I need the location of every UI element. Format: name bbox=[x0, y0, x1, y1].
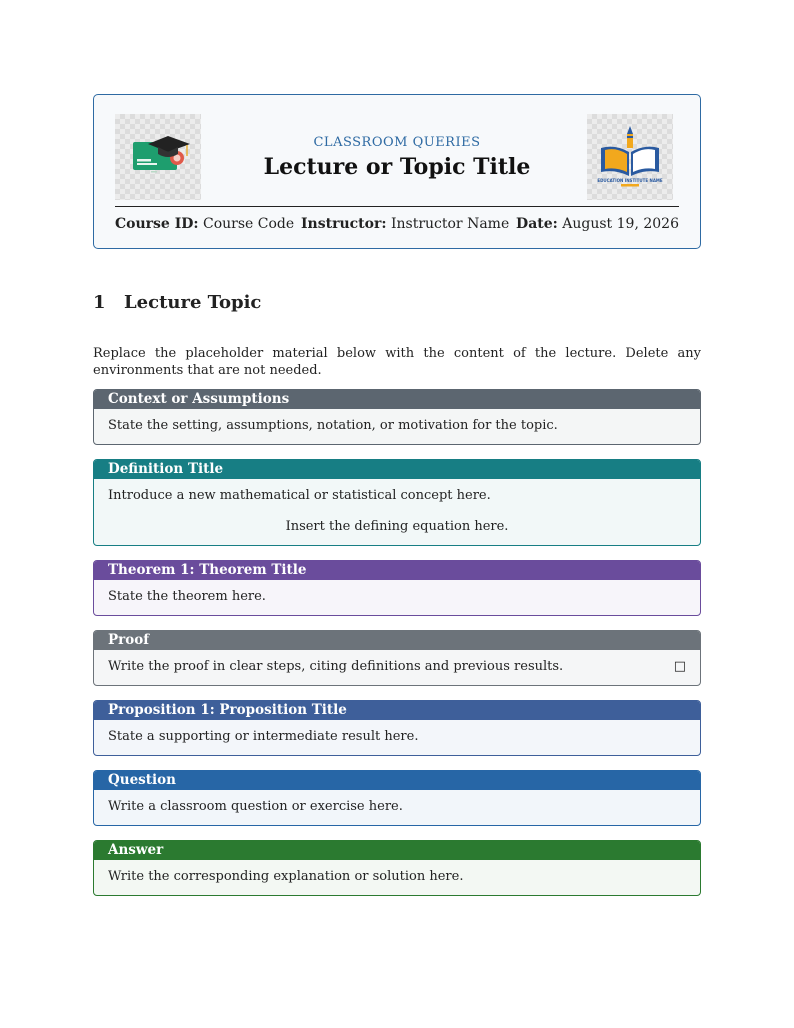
open-book-icon bbox=[587, 114, 673, 200]
answer-box-title: Answer bbox=[94, 841, 700, 860]
question-box-title: Question bbox=[94, 771, 700, 790]
context-box bbox=[93, 389, 701, 445]
kicker-label: CLASSROOM QUERIES bbox=[313, 135, 481, 150]
date bbox=[516, 216, 679, 232]
course-id-value: Course Code bbox=[203, 216, 295, 232]
instructor bbox=[301, 216, 509, 232]
document-title: Lecture or Topic Title bbox=[263, 154, 531, 180]
proof-box bbox=[93, 630, 701, 686]
answer-box bbox=[93, 840, 701, 896]
course-meta-row bbox=[115, 216, 679, 232]
proof-box-title: Proof bbox=[94, 631, 700, 650]
section-heading bbox=[93, 292, 261, 313]
theorem-box bbox=[93, 560, 701, 616]
date-label: Date: bbox=[516, 216, 558, 232]
instructor-label: Instructor: bbox=[301, 216, 387, 232]
proposition-box-title: Proposition 1: Proposition Title bbox=[94, 701, 700, 720]
definition-box-title: Definition Title bbox=[94, 460, 700, 479]
header-divider bbox=[115, 206, 679, 207]
answer-box-body: Write the corresponding explanation or solution here. bbox=[108, 869, 464, 884]
proposition-box-body: State a supporting or intermediate result here. bbox=[108, 729, 419, 744]
qed-symbol: □ bbox=[673, 659, 686, 674]
course-id bbox=[115, 216, 294, 232]
context-box-body: State the setting, assumptions, notation, or motivation for the topic. bbox=[108, 418, 558, 433]
header-box bbox=[93, 94, 701, 249]
content-blocks bbox=[93, 389, 701, 910]
section-title: Lecture Topic bbox=[124, 292, 262, 313]
question-box-body: Write a classroom question or exercise here. bbox=[108, 799, 403, 814]
context-box-title: Context or Assumptions bbox=[94, 390, 700, 409]
proposition-box bbox=[93, 700, 701, 756]
document-page bbox=[93, 94, 701, 884]
definition-text: Introduce a new mathematical or statistical concept here. bbox=[108, 488, 491, 503]
instructor-value: Instructor Name bbox=[390, 216, 510, 232]
section-number: 1 bbox=[93, 292, 106, 313]
course-id-label: Course ID: bbox=[115, 216, 199, 232]
definition-equation: Insert the defining equation here. bbox=[285, 519, 509, 534]
definition-box-body bbox=[94, 479, 700, 545]
proof-text: Write the proof in clear steps, citing definitions and previous results. bbox=[108, 659, 564, 674]
theorem-box-body: State the theorem here. bbox=[108, 589, 266, 604]
section-intro: Replace the placeholder material below with the content of the lecture. Delete any environments that are not needed. bbox=[93, 346, 701, 378]
question-box bbox=[93, 770, 701, 826]
theorem-box-title: Theorem 1: Theorem Title bbox=[94, 561, 700, 580]
institute-logo bbox=[587, 114, 673, 200]
definition-box bbox=[93, 459, 701, 546]
logo-text: EDUCATION INSTITUTE NAME bbox=[597, 178, 663, 183]
proof-box-body bbox=[94, 650, 700, 685]
date-value: August 19, 2026 bbox=[562, 216, 679, 232]
